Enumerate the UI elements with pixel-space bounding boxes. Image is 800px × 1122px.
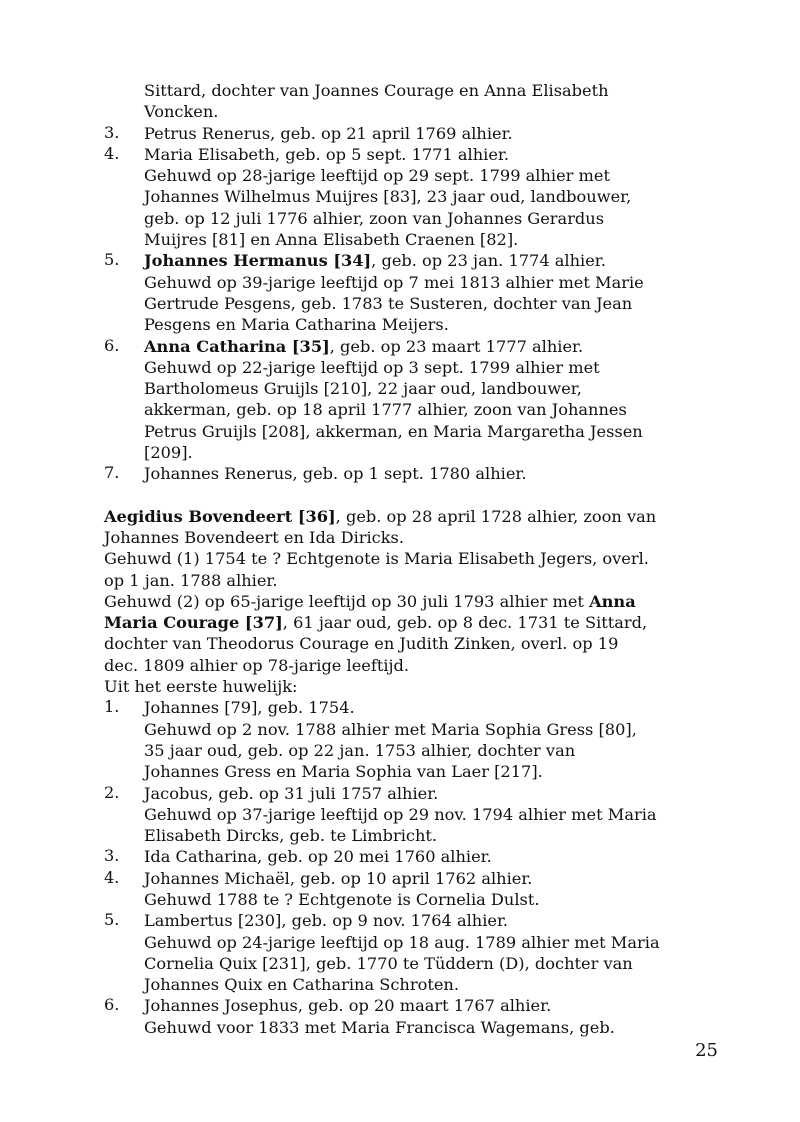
paragraph-line	[104, 591, 704, 612]
list-number: 4.	[104, 143, 120, 163]
list-item-line	[144, 995, 704, 1016]
list-item-line	[144, 229, 704, 250]
list-item-line	[144, 868, 704, 889]
text-run: Gehuwd (1) 1754 te ? Echtgenote is Maria Elisabeth Jegers, overl.	[104, 549, 649, 569]
text-run: Johannes Wilhelmus Muijres [83], 23 jaar oud, landbouwer,	[144, 187, 632, 207]
list-number: 5.	[104, 910, 120, 930]
block-2	[104, 506, 704, 1038]
list-item	[104, 697, 704, 782]
page-number: 25	[695, 1040, 718, 1061]
text-run: op 1 jan. 1788 alhier.	[104, 570, 278, 590]
text-run: Ida Catharina, geb. op 20 mei 1760 alhier.	[144, 847, 492, 867]
text-run: 35 jaar oud, geb. op 22 jan. 1753 alhier, dochter van	[144, 740, 576, 760]
list-item-line	[144, 953, 704, 974]
text-run: Johannes Renerus, geb. op 1 sept. 1780 alhier.	[144, 464, 527, 484]
list-item-line	[144, 378, 704, 399]
list-item	[104, 463, 704, 484]
list-item-line	[144, 272, 704, 293]
person-name-bold: Johannes Hermanus [34]	[144, 251, 372, 271]
list-number: 2.	[104, 782, 120, 802]
list-item-line	[144, 910, 704, 931]
list-number: 6.	[104, 335, 120, 355]
text-run: Johannes Bovendeert en Ida Diricks.	[104, 527, 404, 547]
text-run: Cornelia Quix [231], geb. 1770 te Tüddern (D), dochter van	[144, 953, 633, 973]
text-run: Gehuwd (2) op 65-jarige leeftijd op 30 juli 1793 alhier met	[104, 591, 590, 611]
text-run: , geb. op 23 maart 1777 alhier.	[329, 336, 584, 356]
list-number: 7.	[104, 463, 120, 483]
paragraph-line	[104, 676, 704, 697]
list-item-line	[144, 804, 704, 825]
list-item	[104, 336, 704, 464]
list-number: 1.	[104, 697, 120, 717]
text-run: [209].	[144, 443, 193, 463]
list-item	[104, 123, 704, 144]
list-item-line	[144, 421, 704, 442]
paragraph-line	[104, 506, 704, 527]
text-run: , geb. op 23 jan. 1774 alhier.	[371, 251, 606, 271]
list-item-line	[144, 697, 704, 718]
text-run: dochter van Theodorus Courage en Judith Zinken, overl. op 19	[104, 634, 619, 654]
person-name-bold: Anna	[589, 591, 636, 611]
text-run: Johannes Quix en Catharina Schroten.	[144, 975, 459, 995]
text-run: Elisabeth Dircks, geb. te Limbricht.	[144, 826, 438, 846]
text-run: Gehuwd 1788 te ? Echtgenote is Cornelia Dulst.	[144, 889, 540, 909]
paragraph-line	[104, 527, 704, 548]
list-item-line	[144, 442, 704, 463]
list-item-line	[144, 336, 704, 357]
list-item-line	[144, 761, 704, 782]
list-item-line	[144, 165, 704, 186]
person-name-bold: Aegidius Bovendeert [36]	[104, 506, 336, 526]
list-item-line	[144, 293, 704, 314]
text-run: Sittard, dochter van Joannes Courage en Anna Elisabeth	[144, 81, 609, 100]
list-item	[104, 783, 704, 847]
list-item-line	[144, 825, 704, 846]
list-item-line	[144, 399, 704, 420]
text-run: Johannes Gress en Maria Sophia van Laer [217].	[144, 762, 543, 782]
list-item-line	[144, 357, 704, 378]
text-run: geb. op 12 juli 1776 alhier, zoon van Johannes Gerardus	[144, 208, 605, 228]
section-gap	[104, 485, 704, 506]
list-item	[104, 250, 704, 335]
list-item	[104, 868, 704, 911]
text-run: , 61 jaar oud, geb. op 8 dec. 1731 te Sittard,	[282, 613, 648, 633]
list-item-line	[144, 144, 704, 165]
text-run: Johannes [79], geb. 1754.	[144, 698, 355, 718]
list-item-line	[144, 889, 704, 910]
text-run: Johannes Josephus, geb. op 20 maart 1767 alhier.	[144, 996, 552, 1016]
text-run: Petrus Gruijls [208], akkerman, en Maria Margaretha Jessen	[144, 421, 643, 441]
paragraph-line	[104, 612, 704, 633]
text-run: Gehuwd op 28-jarige leeftijd op 29 sept. 1799 alhier met	[144, 166, 610, 186]
text-run: Bartholomeus Gruijls [210], 22 jaar oud, landbouwer,	[144, 379, 582, 399]
continuation-line	[104, 80, 704, 101]
list-item-line	[144, 463, 704, 484]
list-item-line	[144, 974, 704, 995]
text-run: Gehuwd op 24-jarige leeftijd op 18 aug. 1789 alhier met Maria	[144, 932, 660, 952]
text-run: Gehuwd op 39-jarige leeftijd op 7 mei 1813 alhier met Marie	[144, 272, 644, 292]
list-item	[104, 910, 704, 995]
text-run: Uit het eerste huwelijk:	[104, 677, 298, 697]
list-item-line	[144, 846, 704, 867]
list-item	[104, 144, 704, 250]
text-run: akkerman, geb. op 18 april 1777 alhier, zoon van Johannes	[144, 400, 627, 420]
list-number: 3.	[104, 122, 120, 142]
text-run: Jacobus, geb. op 31 juli 1757 alhier.	[144, 783, 439, 803]
list-number: 5.	[104, 250, 120, 270]
list-item-line	[144, 250, 704, 271]
paragraph-line	[104, 548, 704, 569]
list-item-line	[144, 783, 704, 804]
continuation-line	[104, 101, 704, 122]
paragraph-line	[104, 655, 704, 676]
text-run: Johannes Michaël, geb. op 10 april 1762 alhier.	[144, 868, 533, 888]
list-item-line	[144, 719, 704, 740]
list-item-line	[144, 208, 704, 229]
text-run: Gehuwd op 22-jarige leeftijd op 3 sept. 1799 alhier met	[144, 357, 600, 377]
text-run: , geb. op 28 april 1728 alhier, zoon van	[335, 506, 657, 526]
text-run: Voncken.	[144, 102, 219, 122]
list-item-line	[144, 1017, 704, 1038]
text-run: Gehuwd op 37-jarige leeftijd op 29 nov. 1794 alhier met Maria	[144, 804, 657, 824]
list-item-line	[144, 314, 704, 335]
text-run: Gehuwd voor 1833 met Maria Francisca Wagemans, geb.	[144, 1017, 615, 1037]
list-item	[104, 995, 704, 1038]
list-item	[104, 846, 704, 867]
document-body	[104, 80, 704, 1038]
text-run: Gertrude Pesgens, geb. 1783 te Susteren, dochter van Jean	[144, 293, 633, 313]
list-item-line	[144, 740, 704, 761]
paragraph-line	[104, 633, 704, 654]
list-number: 6.	[104, 995, 120, 1015]
block-1	[104, 80, 704, 485]
person-name-bold: Maria Courage [37]	[104, 613, 283, 633]
text-run: Maria Elisabeth, geb. op 5 sept. 1771 alhier.	[144, 144, 510, 164]
text-run: dec. 1809 alhier op 78-jarige leeftijd.	[104, 655, 410, 675]
text-run: Petrus Renerus, geb. op 21 april 1769 alhier.	[144, 123, 513, 143]
list-number: 4.	[104, 867, 120, 887]
text-run: Gehuwd op 2 nov. 1788 alhier met Maria Sophia Gress [80],	[144, 719, 637, 739]
list-item-line	[144, 932, 704, 953]
list-item-line	[144, 123, 704, 144]
paragraph-line	[104, 570, 704, 591]
list-number: 3.	[104, 846, 120, 866]
person-name-bold: Anna Catharina [35]	[144, 336, 330, 356]
text-run: Muijres [81] en Anna Elisabeth Craenen [82].	[144, 230, 519, 250]
text-run: Lambertus [230], geb. op 9 nov. 1764 alhier.	[144, 911, 509, 931]
list-item-line	[144, 186, 704, 207]
text-run: Pesgens en Maria Catharina Meijers.	[144, 315, 449, 335]
